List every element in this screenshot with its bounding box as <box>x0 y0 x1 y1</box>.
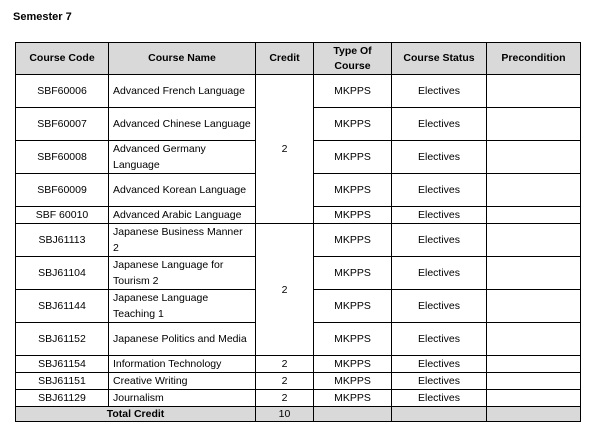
course-type: MKPPS <box>314 323 392 356</box>
header-credit: Credit <box>256 43 314 75</box>
course-name: Advanced Korean Language <box>109 174 256 207</box>
course-code: SBJ61151 <box>16 373 109 390</box>
course-type: MKPPS <box>314 290 392 323</box>
total-credit-value: 10 <box>256 407 314 422</box>
course-credit: 2 <box>256 373 314 390</box>
course-code: SBJ61152 <box>16 323 109 356</box>
course-name: Advanced Chinese Language <box>109 108 256 141</box>
course-status: Electives <box>392 373 487 390</box>
header-precondition: Precondition <box>487 43 581 75</box>
course-precondition <box>487 290 581 323</box>
course-precondition <box>487 75 581 108</box>
course-table <box>15 42 581 422</box>
course-credit: 2 <box>256 390 314 407</box>
total-row <box>16 407 581 422</box>
course-name: Advanced French Language <box>109 75 256 108</box>
course-type: MKPPS <box>314 373 392 390</box>
table-header-row <box>16 43 581 75</box>
course-status: Electives <box>392 390 487 407</box>
course-code: SBJ61104 <box>16 257 109 290</box>
course-code: SBF60006 <box>16 75 109 108</box>
table-row <box>16 356 581 373</box>
course-status: Electives <box>392 141 487 174</box>
course-code: SBJ61129 <box>16 390 109 407</box>
course-precondition <box>487 323 581 356</box>
course-status: Electives <box>392 207 487 224</box>
course-code: SBJ61113 <box>16 224 109 257</box>
course-type: MKPPS <box>314 75 392 108</box>
table-row <box>16 390 581 407</box>
course-type: MKPPS <box>314 207 392 224</box>
course-code: SBJ61154 <box>16 356 109 373</box>
course-status: Electives <box>392 224 487 257</box>
total-empty-cell <box>314 407 392 422</box>
group-credit: 2 <box>256 75 314 224</box>
course-precondition <box>487 174 581 207</box>
course-type: MKPPS <box>314 108 392 141</box>
course-status: Electives <box>392 323 487 356</box>
course-status: Electives <box>392 108 487 141</box>
course-type: MKPPS <box>314 174 392 207</box>
course-name: Advanced Germany Language <box>109 141 256 174</box>
table-row <box>16 224 581 257</box>
course-precondition <box>487 356 581 373</box>
course-type: MKPPS <box>314 224 392 257</box>
total-empty-cell <box>392 407 487 422</box>
course-precondition <box>487 207 581 224</box>
course-name: Japanese Language Teaching 1 <box>109 290 256 323</box>
course-precondition <box>487 224 581 257</box>
course-type: MKPPS <box>314 257 392 290</box>
course-precondition <box>487 373 581 390</box>
course-type: MKPPS <box>314 141 392 174</box>
table-row <box>16 75 581 108</box>
course-name: Japanese Business Manner 2 <box>109 224 256 257</box>
course-name: Japanese Language for Tourism 2 <box>109 257 256 290</box>
total-empty-cell <box>487 407 581 422</box>
course-code: SBJ61144 <box>16 290 109 323</box>
course-code: SBF60009 <box>16 174 109 207</box>
course-code: SBF60008 <box>16 141 109 174</box>
header-course-code: Course Code <box>16 43 109 75</box>
course-type: MKPPS <box>314 390 392 407</box>
total-credit-label: Total Credit <box>16 407 256 422</box>
course-code: SBF60007 <box>16 108 109 141</box>
semester-title: Semester 7 <box>13 11 72 23</box>
course-status: Electives <box>392 257 487 290</box>
course-status: Electives <box>392 174 487 207</box>
header-course-name: Course Name <box>109 43 256 75</box>
course-code: SBF 60010 <box>16 207 109 224</box>
course-name: Journalism <box>109 390 256 407</box>
course-status: Electives <box>392 356 487 373</box>
course-name: Creative Writing <box>109 373 256 390</box>
course-precondition <box>487 141 581 174</box>
course-credit: 2 <box>256 356 314 373</box>
course-name: Information Technology <box>109 356 256 373</box>
course-name: Japanese Politics and Media <box>109 323 256 356</box>
course-precondition <box>487 257 581 290</box>
course-status: Electives <box>392 290 487 323</box>
course-status: Electives <box>392 75 487 108</box>
course-type: MKPPS <box>314 356 392 373</box>
course-precondition <box>487 108 581 141</box>
table-row <box>16 373 581 390</box>
course-precondition <box>487 390 581 407</box>
header-course-status: Course Status <box>392 43 487 75</box>
group-credit: 2 <box>256 224 314 356</box>
course-name: Advanced Arabic Language <box>109 207 256 224</box>
header-type-of-course: Type Of Course <box>314 43 392 75</box>
